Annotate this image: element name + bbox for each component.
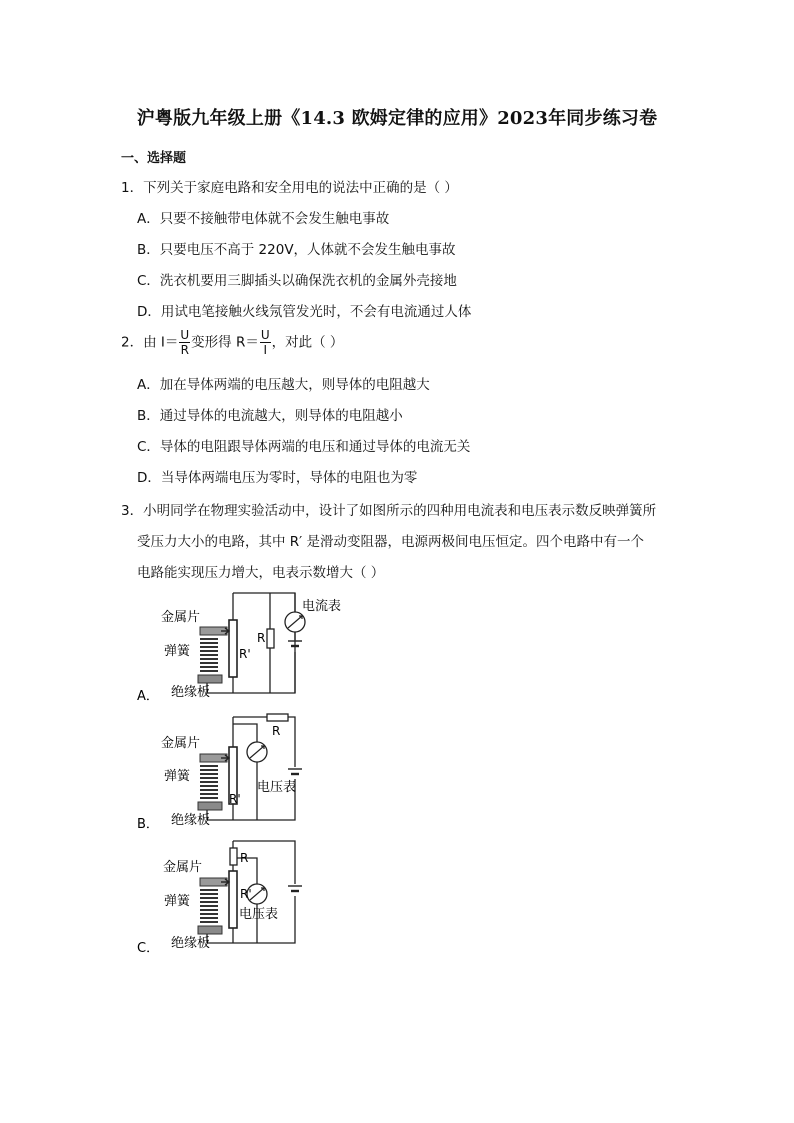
label-meter: 电压表 [257,780,297,795]
fraction-numerator: U [180,328,190,342]
q2-prefix: 2．由 I＝ [121,334,179,351]
question-3-stem-line-3: 电路能实现压力增大，电表示数增大（ ） [137,565,385,581]
label-board: 绝缘板 [171,936,211,951]
option-label: A． [137,689,159,704]
q1-option-b: B．只要电压不高于 220V，人体就不会发生触电事故 [137,242,456,258]
insulating-board [198,802,222,810]
label-rprime: R' [240,887,252,901]
q2-option-a: A．加在导体两端的电压越大，则导体的电阻越大 [137,377,430,393]
question-2-stem [121,329,343,356]
fraction-denominator: R [180,343,189,357]
resistor-r [267,629,274,648]
label-r: R [272,724,281,738]
rheostat-rprime [229,871,237,928]
label-spring: 弹簧 [164,769,191,784]
label-board: 绝缘板 [171,685,211,700]
label-rprime: R' [239,647,251,661]
resistor-r [267,714,288,721]
page-title: 沪粤版九年级上册《14.3 欧姆定律的应用》2023年同步练习卷 [136,108,658,129]
resistor-r [230,848,237,865]
circuit-diagram-c [130,836,370,958]
label-metal: 金属片 [163,860,203,875]
fraction-numerator: U [260,328,270,342]
label-spring: 弹簧 [164,644,191,659]
q1-option-a: A．只要不接触带电体就不会发生触电事故 [137,211,390,227]
label-spring: 弹簧 [164,894,191,909]
q2-suffix: ，对此（ ） [271,334,344,351]
circuit-diagram-a [130,590,370,705]
option-label: B． [137,817,159,832]
fraction-u-over-r [179,329,190,356]
label-board: 绝缘板 [171,813,211,828]
section-heading: 一、选择题 [121,151,187,166]
label-meter: 电流表 [302,599,342,614]
label-rprime: R' [229,792,241,806]
question-3-stem-line-1: 3．小明同学在物理实验活动中，设计了如图所示的四种用电流表和电压表示数反映弹簧所 [121,503,657,519]
spring-coil [200,890,218,922]
label-metal: 金属片 [161,610,201,625]
label-r: R [257,631,266,645]
q2-option-b: B．通过导体的电流越大，则导体的电阻越小 [137,408,403,424]
label-meter: 电压表 [239,907,279,922]
q2-option-d: D．当导体两端电压为零时，导体的电阻也为零 [137,470,418,486]
question-1-stem: 1．下列关于家庭电路和安全用电的说法中正确的是（ ） [121,180,458,196]
fraction-u-over-i [260,329,271,356]
insulating-board [198,926,222,934]
circuit-diagram-b [130,712,370,834]
q1-option-d: D．用试电笔接触火线氖管发光时，不会有电流通过人体 [137,304,472,320]
q2-option-c: C．导体的电阻跟导体两端的电压和通过导体的电流无关 [137,439,471,455]
question-3-stem-line-2: 受压力大小的电路，其中 R′ 是滑动变阻器，电源两极间电压恒定。四个电路中有一个 [137,534,645,550]
rheostat-rprime [229,620,237,677]
option-label: C． [137,941,160,956]
fraction-denominator: I [263,343,268,357]
label-metal: 金属片 [161,736,201,751]
label-r: R [240,851,249,865]
q1-option-c: C．洗衣机要用三脚插头以确保洗衣机的金属外壳接地 [137,273,457,289]
q2-middle: 变形得 R＝ [191,334,259,351]
insulating-board [198,675,222,683]
spring-coil [200,766,218,798]
spring-coil [200,639,218,671]
